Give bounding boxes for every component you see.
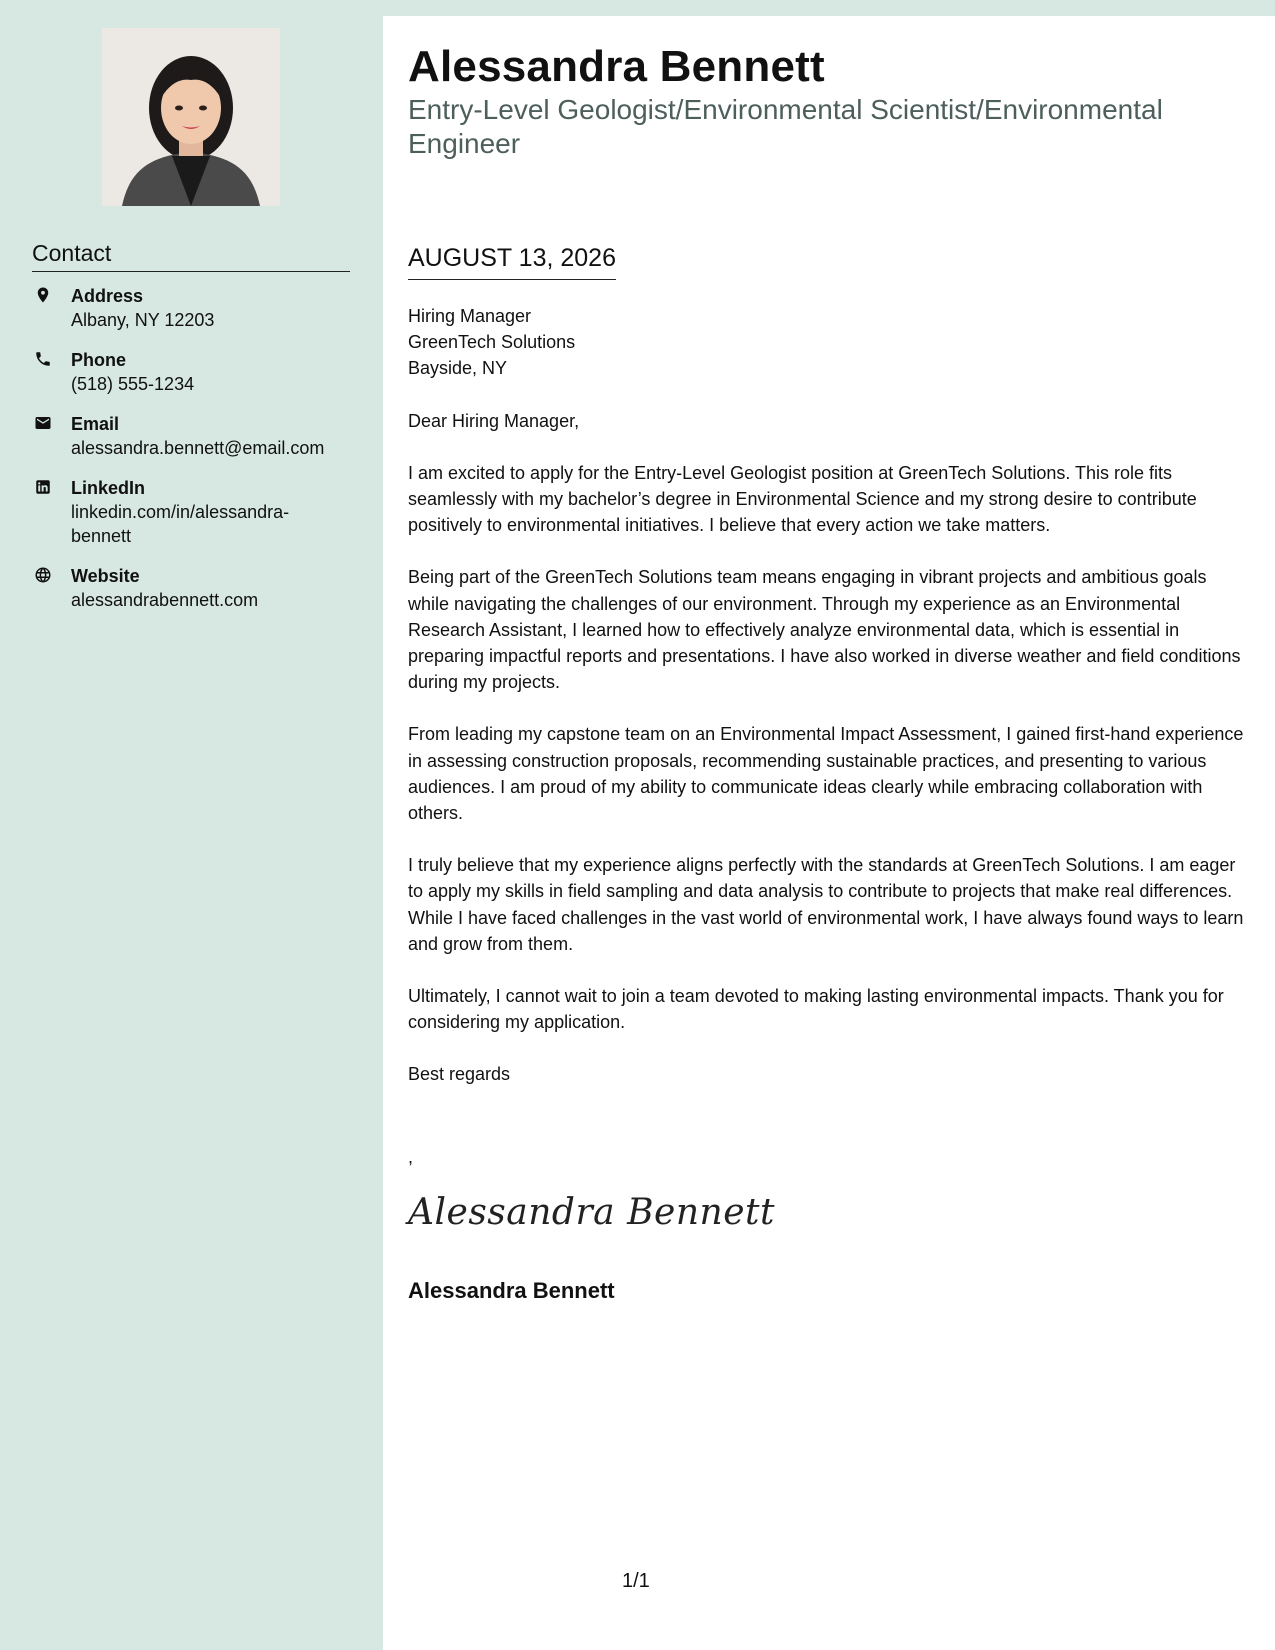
phone-icon <box>34 350 54 370</box>
linkedin-icon <box>34 478 54 498</box>
avatar-photo <box>102 28 280 206</box>
contact-email <box>32 412 352 460</box>
closing: Best regards <box>408 1064 511 1085</box>
recipient-line: Bayside, NY <box>408 358 508 379</box>
contact-list <box>32 284 352 628</box>
letter-paragraph: I truly believe that my experience aligns perfectly with the standards at GreenTech Solutions. I am eager to apply my skills in field sampling and data analysis to contribute to projects that make real differences. While I have faced challenges in the vast world of environmental work, I have always found ways to learn and grow from them. <box>408 855 1244 954</box>
applicant-name: Alessandra Bennett <box>408 42 825 91</box>
avatar <box>102 28 280 206</box>
recipient-block <box>408 303 1248 382</box>
contact-label: Email <box>71 414 120 434</box>
page-number: 1/1 <box>622 1570 650 1592</box>
contact-value: alessandra.bennett@email.com <box>71 438 325 458</box>
contact-website <box>32 564 352 612</box>
letter-body <box>408 303 1248 1304</box>
letter-paragraph: From leading my capstone team on an Environmental Impact Assessment, I gained first-hand experience in assessing construction proposals, recommending sustainable practices, and presenting to various audiences. I am proud of my ability to communicate ideas clearly while embracing collaboration with others. <box>408 724 1244 824</box>
contact-label: Address <box>71 286 144 306</box>
globe-icon <box>34 566 54 586</box>
contact-value: (518) 555-1234 <box>71 374 195 394</box>
handwritten-signature: Alessandra Bennett <box>408 1191 775 1233</box>
contact-address <box>32 284 352 332</box>
letter-paragraph: I am excited to apply for the Entry-Level Geologist position at GreenTech Solutions. This role fits seamlessly with my bachelor’s degree in Environmental Science and my strong desire to contribute positively to environmental initiatives. I believe that every action we take matters. <box>408 462 1197 536</box>
contact-heading: Contact <box>32 240 350 272</box>
letter-date: AUGUST 13, 2026 <box>408 244 616 280</box>
contact-value: Albany, NY 12203 <box>71 310 215 330</box>
contact-phone <box>32 348 352 396</box>
recipient-line: GreenTech Solutions <box>408 332 576 353</box>
letter-paragraph: Ultimately, I cannot wait to join a team devoted to making lasting environmental impacts. Thank you for considering my application. <box>408 986 1224 1033</box>
salutation: Dear Hiring Manager, <box>408 410 580 431</box>
recipient-line: Hiring Manager <box>408 306 532 326</box>
closing-comma: , <box>408 1146 414 1167</box>
envelope-icon <box>34 414 54 434</box>
signed-name: Alessandra Bennett <box>408 1277 615 1303</box>
contact-label: Website <box>71 566 140 586</box>
applicant-title: Entry-Level Geologist/Environmental Scientist/Environmental Engineer <box>408 94 1163 159</box>
contact-label: Phone <box>71 350 127 370</box>
contact-value: alessandrabennett.com <box>71 590 259 610</box>
contact-label: LinkedIn <box>71 478 146 498</box>
letter-paragraph: Being part of the GreenTech Solutions team means engaging in vibrant projects and ambitious goals while navigating the challenges of our environment. Through my experience as an Environmental Research Assistant, I learned how to effectively analyze environmental data, which is essential in preparing impactful reports and presentations. I have also worked in diverse weather and field conditions during my projects. <box>408 567 1241 693</box>
contact-value: linkedin.com/in/alessandra-bennett <box>71 502 290 546</box>
location-pin-icon <box>34 286 54 306</box>
contact-linkedin <box>32 476 352 548</box>
sidebar <box>0 0 383 1650</box>
